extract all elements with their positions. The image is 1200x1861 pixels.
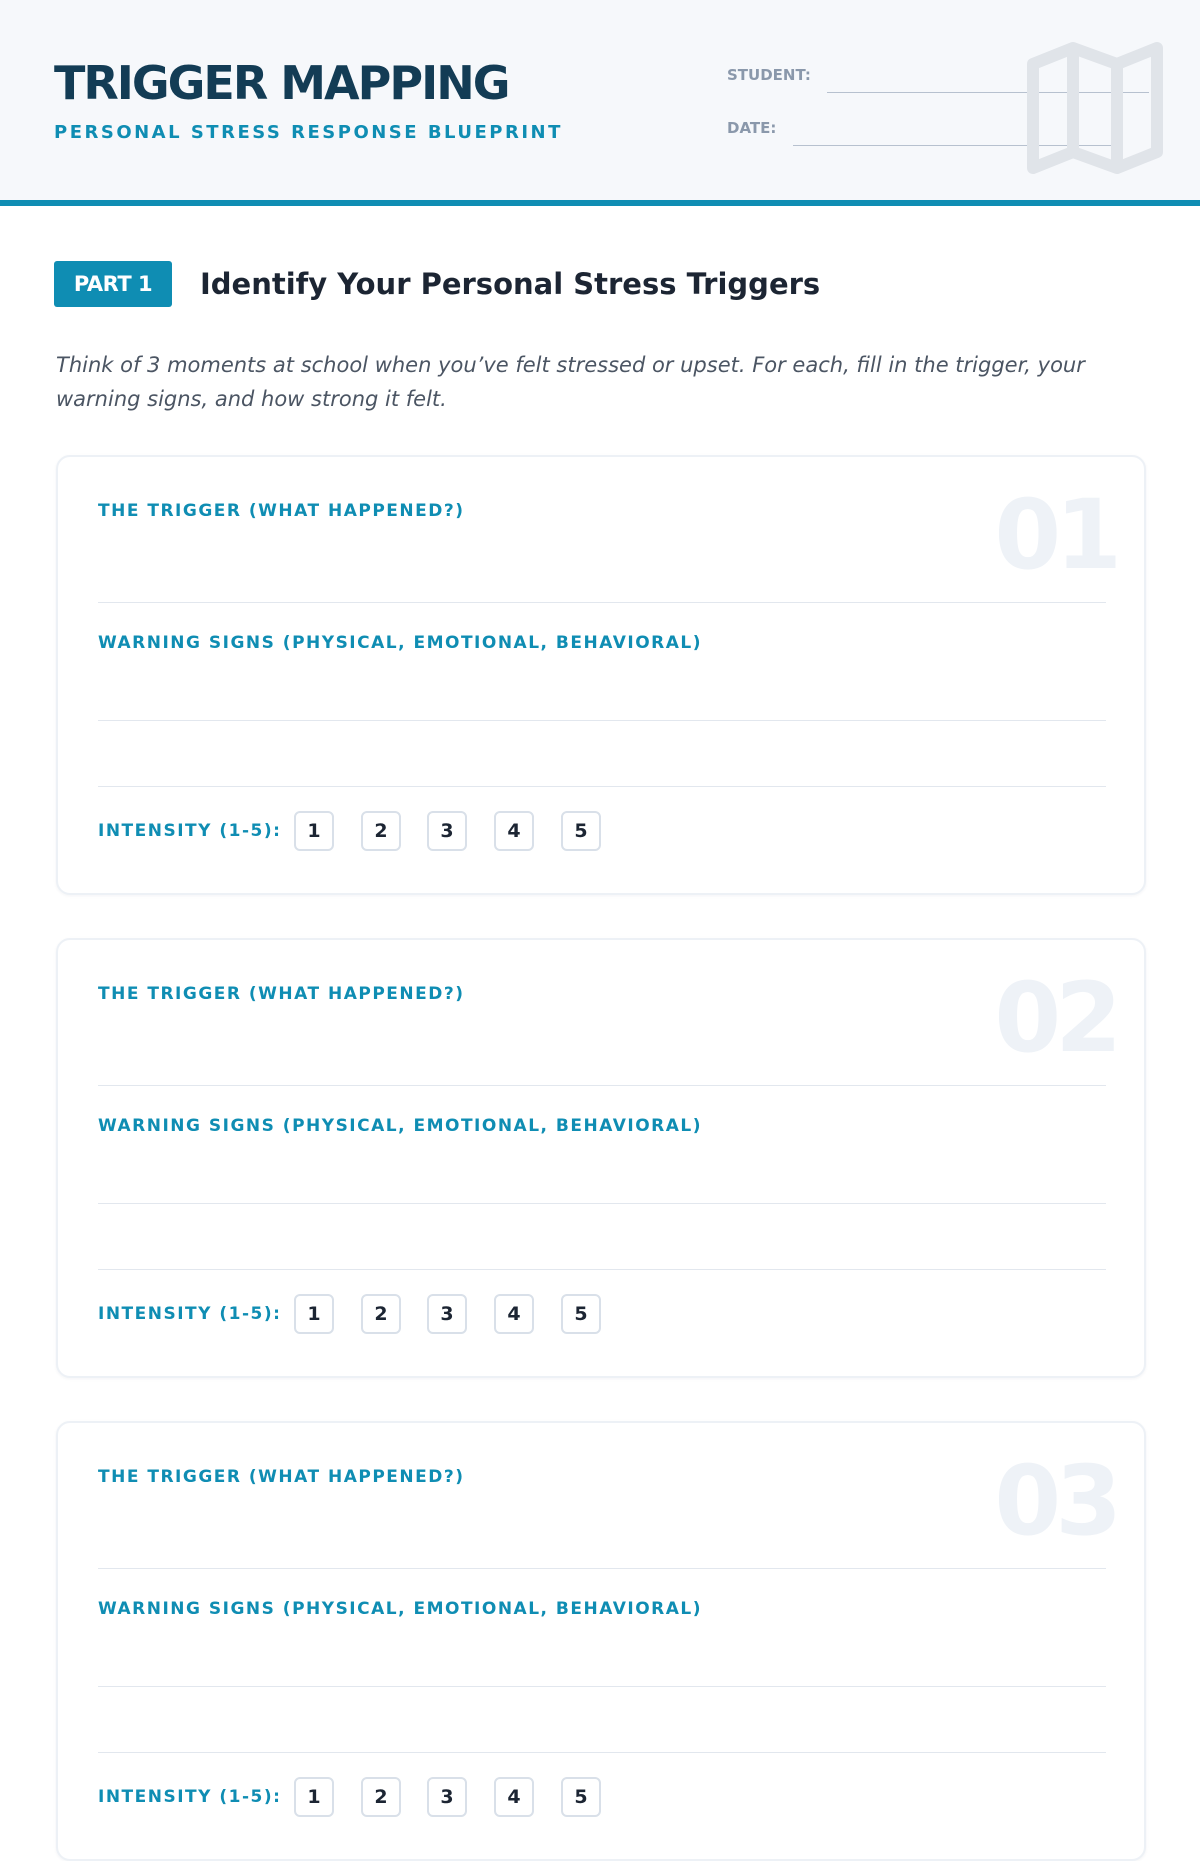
card-number: 03: [994, 1445, 1116, 1557]
intensity-option-2[interactable]: 2: [361, 1777, 401, 1817]
trigger-label: THE TRIGGER (WHAT HAPPENED?): [98, 1467, 465, 1487]
warning-signs-answer-line[interactable]: [98, 1686, 1106, 1687]
trigger-label: THE TRIGGER (WHAT HAPPENED?): [98, 501, 465, 521]
intensity-option-5[interactable]: 5: [561, 1294, 601, 1334]
warning-signs-answer-line[interactable]: [98, 720, 1106, 721]
instructions-text: Think of 3 moments at school when you’ve felt stressed or upset. For each, fill in the trigger, your warning signs, and how strong it felt.: [56, 353, 1085, 411]
part-badge: PART 1: [54, 261, 172, 307]
warning-signs-label: WARNING SIGNS (PHYSICAL, EMOTIONAL, BEHAVIORAL): [98, 1599, 703, 1619]
trigger-card: [56, 455, 1146, 895]
warning-signs-label: WARNING SIGNS (PHYSICAL, EMOTIONAL, BEHAVIORAL): [98, 633, 703, 653]
warning-signs-answer-line[interactable]: [98, 786, 1106, 787]
intensity-option-4[interactable]: 4: [494, 1294, 534, 1334]
intensity-label: INTENSITY (1-5):: [98, 1787, 282, 1807]
part-title: Identify Your Personal Stress Triggers: [200, 267, 821, 301]
intensity-option-2[interactable]: 2: [361, 1294, 401, 1334]
trigger-answer-line[interactable]: [98, 1085, 1106, 1086]
intensity-option-4[interactable]: 4: [494, 811, 534, 851]
intensity-option-3[interactable]: 3: [427, 1777, 467, 1817]
trigger-card: [56, 1421, 1146, 1861]
warning-signs-answer-line[interactable]: [98, 1203, 1106, 1204]
date-label: DATE:: [727, 119, 777, 137]
intensity-option-5[interactable]: 5: [561, 1777, 601, 1817]
intensity-option-1[interactable]: 1: [294, 1294, 334, 1334]
intensity-option-4[interactable]: 4: [494, 1777, 534, 1817]
intensity-option-3[interactable]: 3: [427, 1294, 467, 1334]
card-number: 02: [994, 962, 1116, 1074]
intensity-option-1[interactable]: 1: [294, 811, 334, 851]
trigger-answer-line[interactable]: [98, 602, 1106, 603]
warning-signs-answer-line[interactable]: [98, 1752, 1106, 1753]
worksheet-title: TRIGGER MAPPING: [54, 56, 509, 110]
trigger-label: THE TRIGGER (WHAT HAPPENED?): [98, 984, 465, 1004]
student-label: STUDENT:: [727, 66, 811, 84]
trigger-answer-line[interactable]: [98, 1568, 1106, 1569]
worksheet-subtitle: PERSONAL STRESS RESPONSE BLUEPRINT: [54, 122, 563, 143]
warning-signs-label: WARNING SIGNS (PHYSICAL, EMOTIONAL, BEHAVIORAL): [98, 1116, 703, 1136]
trigger-card: [56, 938, 1146, 1378]
intensity-label: INTENSITY (1-5):: [98, 1304, 282, 1324]
warning-signs-answer-line[interactable]: [98, 1269, 1106, 1270]
intensity-label: INTENSITY (1-5):: [98, 821, 282, 841]
intensity-option-2[interactable]: 2: [361, 811, 401, 851]
worksheet-header: [0, 0, 1200, 206]
map-icon: [1025, 40, 1165, 176]
intensity-option-3[interactable]: 3: [427, 811, 467, 851]
intensity-option-5[interactable]: 5: [561, 811, 601, 851]
intensity-option-1[interactable]: 1: [294, 1777, 334, 1817]
card-number: 01: [994, 479, 1116, 591]
